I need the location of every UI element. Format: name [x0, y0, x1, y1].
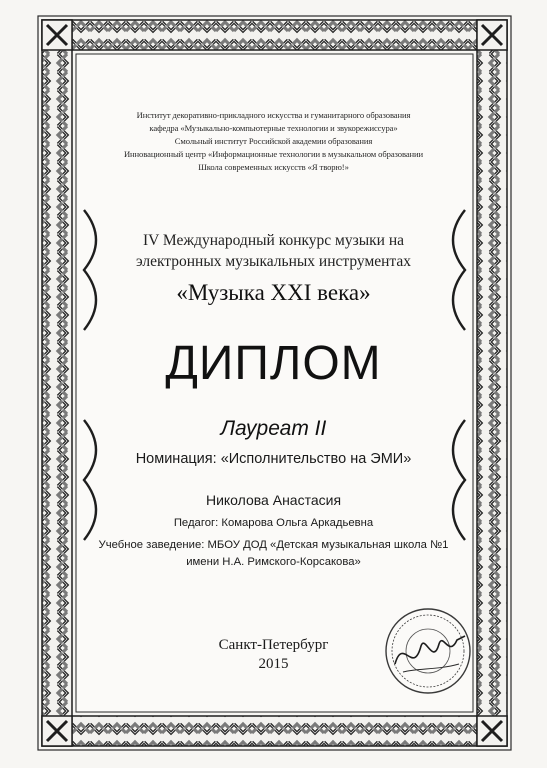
diploma-title: ДИПЛОМ: [165, 337, 382, 390]
header-line-3: Смольный институт Российской академии образования: [174, 136, 373, 146]
award-title: Лауреат II: [220, 417, 327, 440]
school-line-2: имени Н.А. Римского-Корсакова»: [186, 556, 361, 568]
header-line-4: Инновационный центр «Информационные технологии в музыкальном образовании: [123, 149, 424, 159]
city: Санкт-Петербург: [218, 637, 329, 653]
header-line-5: Школа современных искусств «Я творю!»: [198, 162, 349, 172]
contest-line-2: электронных музыкальных инструментах: [135, 253, 412, 270]
nomination: Номинация: «Исполнительство на ЭМИ»: [135, 451, 412, 467]
header-line-2: кафедра «Музыкально-компьютерные технологии и звукорежиссура»: [149, 123, 398, 133]
school-line-1: Учебное заведение: МБОУ ДОД «Детская музыкальная школа №1: [98, 539, 449, 551]
teacher-line: Педагог: Комарова Ольга Аркадьевна: [173, 517, 374, 529]
contest-line-1: IV Международный конкурс музыки на: [142, 232, 405, 249]
signature-stroke: [395, 636, 465, 664]
contest-name: «Музыка XXI века»: [176, 280, 371, 305]
header-line-1: Институт декоративно-прикладного искусства и гуманитарного образования: [136, 110, 411, 120]
official-seal: [383, 606, 473, 696]
winner-name: Николова Анастасия: [205, 492, 342, 508]
year: 2015: [258, 656, 289, 672]
